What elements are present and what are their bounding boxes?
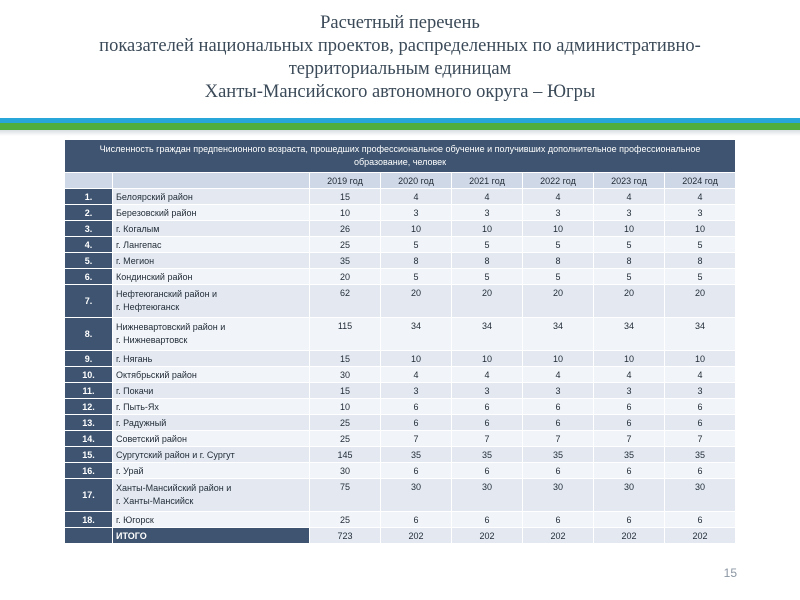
value-cell: 25: [310, 415, 381, 431]
value-cell: 3: [594, 205, 665, 221]
value-cell: 10: [310, 399, 381, 415]
value-cell: 8: [381, 253, 452, 269]
table-row: [65, 269, 736, 285]
value-cell: 7: [523, 431, 594, 447]
value-cell: 10: [665, 351, 736, 367]
value-cell: 6: [665, 399, 736, 415]
value-cell: 35: [452, 447, 523, 463]
year-header: 2021 год: [452, 173, 523, 189]
value-cell: 20: [452, 285, 523, 318]
band-shadow: [0, 130, 800, 136]
green-band: [0, 123, 800, 130]
value-cell: 4: [381, 189, 452, 205]
header-num-cell: [65, 173, 113, 189]
year-header: 2019 год: [310, 173, 381, 189]
total-value: 723: [310, 528, 381, 544]
territory-name: [113, 415, 310, 431]
value-cell: 15: [310, 189, 381, 205]
title-line: территориальным единицам: [288, 59, 512, 79]
value-cell: 5: [594, 269, 665, 285]
header-name-cell: [113, 173, 310, 189]
value-cell: 20: [310, 269, 381, 285]
value-cell: 115: [310, 318, 381, 351]
territory-name: [113, 383, 310, 399]
value-cell: 6: [523, 415, 594, 431]
table-row: [65, 383, 736, 399]
value-cell: 5: [452, 237, 523, 253]
row-number: 8.: [65, 318, 113, 351]
value-cell: 26: [310, 221, 381, 237]
value-cell: 30: [665, 479, 736, 512]
decorative-bands: [0, 118, 800, 136]
value-cell: 6: [594, 399, 665, 415]
value-cell: 10: [523, 351, 594, 367]
value-cell: 10: [381, 351, 452, 367]
territory-name-line: г. Нягань: [116, 353, 153, 364]
table-row: [65, 399, 736, 415]
row-number: 13.: [65, 415, 113, 431]
total-value: 202: [381, 528, 452, 544]
value-cell: 5: [452, 269, 523, 285]
table-row: [65, 447, 736, 463]
value-cell: 3: [523, 205, 594, 221]
page-number: 15: [723, 566, 737, 580]
value-cell: 20: [594, 285, 665, 318]
value-cell: 20: [665, 285, 736, 318]
year-header: 2020 год: [381, 173, 452, 189]
value-cell: 5: [523, 269, 594, 285]
value-cell: 34: [523, 318, 594, 351]
table-row: [65, 237, 736, 253]
total-num-cell: [65, 528, 113, 544]
value-cell: 4: [381, 367, 452, 383]
value-cell: 6: [452, 415, 523, 431]
value-cell: 3: [594, 383, 665, 399]
value-cell: 4: [452, 189, 523, 205]
row-number: 10.: [65, 367, 113, 383]
territory-name-line: Ханты-Мансийский район и: [116, 483, 232, 493]
value-cell: 6: [523, 399, 594, 415]
row-number: 7.: [65, 285, 113, 318]
territory-name: [113, 463, 310, 479]
table-row: [65, 285, 736, 318]
value-cell: 5: [381, 269, 452, 285]
row-number: 11.: [65, 383, 113, 399]
territory-name-line: г. Югорск: [116, 514, 154, 525]
table-row: [65, 221, 736, 237]
territory-name-line: г. Пыть-Ях: [116, 401, 159, 412]
row-number: 12.: [65, 399, 113, 415]
territory-name-line: г. Ханты-Мансийск: [116, 496, 194, 506]
territory-name: [113, 367, 310, 383]
territory-name-line: Березовский район: [116, 207, 197, 218]
territory-name: [113, 479, 310, 512]
row-number: 14.: [65, 431, 113, 447]
table-row: [65, 463, 736, 479]
territory-name: [113, 399, 310, 415]
value-cell: 6: [452, 463, 523, 479]
territory-name-line: г. Нижневартовск: [116, 335, 188, 345]
territory-name-line: Нижневартовский район и: [116, 322, 226, 332]
table-row: [65, 431, 736, 447]
year-header: 2022 год: [523, 173, 594, 189]
value-cell: 7: [594, 431, 665, 447]
total-label: ИТОГО: [113, 528, 310, 544]
territory-name: [113, 221, 310, 237]
territory-name-line: г. Покачи: [116, 385, 154, 396]
value-cell: 4: [452, 367, 523, 383]
row-number: 5.: [65, 253, 113, 269]
territory-name-line: г. Лангепас: [116, 239, 162, 250]
territory-name-line: Кондинский район: [116, 271, 193, 282]
value-cell: 4: [665, 367, 736, 383]
table-row: [65, 367, 736, 383]
value-cell: 34: [665, 318, 736, 351]
value-cell: 8: [452, 253, 523, 269]
table-caption: Численность граждан предпенсионного возраста, прошедших профессиональное обучение и получивших дополнительное профессиональное образование, человек: [65, 140, 736, 173]
value-cell: 10: [452, 221, 523, 237]
value-cell: 10: [381, 221, 452, 237]
territory-name-line: г. Мегион: [116, 255, 155, 266]
value-cell: 6: [594, 463, 665, 479]
value-cell: 5: [594, 237, 665, 253]
total-value: 202: [452, 528, 523, 544]
value-cell: 6: [381, 399, 452, 415]
row-number: 3.: [65, 221, 113, 237]
row-number: 2.: [65, 205, 113, 221]
value-cell: 3: [665, 383, 736, 399]
value-cell: 35: [665, 447, 736, 463]
value-cell: 6: [594, 415, 665, 431]
year-header: 2023 год: [594, 173, 665, 189]
value-cell: 35: [310, 253, 381, 269]
table-row: [65, 479, 736, 512]
value-cell: 6: [523, 512, 594, 528]
value-cell: 3: [381, 383, 452, 399]
table-row: [65, 512, 736, 528]
value-cell: 25: [310, 431, 381, 447]
value-cell: 8: [523, 253, 594, 269]
value-cell: 3: [665, 205, 736, 221]
value-cell: 34: [452, 318, 523, 351]
territory-name: [113, 285, 310, 318]
territory-name-line: Нефтеюганский район и: [116, 289, 218, 299]
value-cell: 10: [665, 221, 736, 237]
value-cell: 5: [523, 237, 594, 253]
table-caption-row: [65, 140, 736, 173]
value-cell: 30: [523, 479, 594, 512]
territory-name: [113, 318, 310, 351]
value-cell: 6: [523, 463, 594, 479]
row-number: 1.: [65, 189, 113, 205]
value-cell: 10: [523, 221, 594, 237]
value-cell: 6: [381, 415, 452, 431]
total-row: [65, 528, 736, 544]
value-cell: 35: [523, 447, 594, 463]
value-cell: 5: [665, 237, 736, 253]
total-value: 202: [665, 528, 736, 544]
row-number: 18.: [65, 512, 113, 528]
value-cell: 3: [452, 383, 523, 399]
row-number: 9.: [65, 351, 113, 367]
value-cell: 34: [381, 318, 452, 351]
value-cell: 3: [381, 205, 452, 221]
value-cell: 30: [594, 479, 665, 512]
total-value: 202: [594, 528, 665, 544]
value-cell: 145: [310, 447, 381, 463]
row-number: 15.: [65, 447, 113, 463]
territory-name-line: Белоярский район: [116, 191, 193, 202]
territory-name-line: г. Когалым: [116, 223, 160, 234]
row-number: 17.: [65, 479, 113, 512]
territory-name: [113, 253, 310, 269]
value-cell: 30: [310, 367, 381, 383]
value-cell: 5: [665, 269, 736, 285]
territory-name: [113, 189, 310, 205]
value-cell: 7: [452, 431, 523, 447]
value-cell: 35: [381, 447, 452, 463]
table-row: [65, 253, 736, 269]
territory-name: [113, 205, 310, 221]
value-cell: 4: [665, 189, 736, 205]
value-cell: 34: [594, 318, 665, 351]
value-cell: 25: [310, 512, 381, 528]
value-cell: 30: [310, 463, 381, 479]
value-cell: 75: [310, 479, 381, 512]
territory-name-line: г. Нефтеюганск: [116, 302, 180, 312]
year-header: 2024 год: [665, 173, 736, 189]
value-cell: 30: [381, 479, 452, 512]
value-cell: 7: [381, 431, 452, 447]
value-cell: 6: [665, 415, 736, 431]
territory-name-line: г. Урай: [116, 465, 144, 476]
value-cell: 6: [665, 463, 736, 479]
territory-name: [113, 512, 310, 528]
territory-name: [113, 447, 310, 463]
title-line: Ханты-Мансийского автономного округа – Югры: [204, 82, 596, 102]
value-cell: 4: [523, 189, 594, 205]
territory-name: [113, 237, 310, 253]
territory-name: [113, 351, 310, 367]
value-cell: 6: [665, 512, 736, 528]
total-value: 202: [523, 528, 594, 544]
table-row: [65, 351, 736, 367]
value-cell: 6: [594, 512, 665, 528]
value-cell: 5: [381, 237, 452, 253]
table-row: [65, 318, 736, 351]
value-cell: 10: [594, 221, 665, 237]
table-row: [65, 415, 736, 431]
territory-name-line: г. Радужный: [116, 417, 167, 428]
territory-name-line: Сургутский район и г. Сургут: [116, 449, 235, 460]
value-cell: 6: [452, 512, 523, 528]
value-cell: 10: [310, 205, 381, 221]
title-line: показателей национальных проектов, распределенных по административно-: [99, 36, 701, 56]
value-cell: 20: [381, 285, 452, 318]
value-cell: 6: [381, 512, 452, 528]
slide-title: [0, 12, 800, 104]
value-cell: 10: [594, 351, 665, 367]
value-cell: 4: [523, 367, 594, 383]
value-cell: 4: [594, 189, 665, 205]
value-cell: 6: [381, 463, 452, 479]
value-cell: 3: [523, 383, 594, 399]
value-cell: 62: [310, 285, 381, 318]
value-cell: 25: [310, 237, 381, 253]
indicator-table: [64, 139, 736, 544]
value-cell: 8: [665, 253, 736, 269]
value-cell: 15: [310, 351, 381, 367]
value-cell: 8: [594, 253, 665, 269]
title-line: Расчетный перечень: [320, 13, 480, 33]
value-cell: 4: [594, 367, 665, 383]
table-row: [65, 189, 736, 205]
table-row: [65, 205, 736, 221]
value-cell: 20: [523, 285, 594, 318]
value-cell: 30: [452, 479, 523, 512]
row-number: 16.: [65, 463, 113, 479]
row-number: 4.: [65, 237, 113, 253]
value-cell: 35: [594, 447, 665, 463]
row-number: 6.: [65, 269, 113, 285]
territory-name-line: Октябрьский район: [116, 369, 197, 380]
value-cell: 6: [452, 399, 523, 415]
territory-name-line: Советский район: [116, 433, 187, 444]
value-cell: 3: [452, 205, 523, 221]
value-cell: 7: [665, 431, 736, 447]
territory-name: [113, 269, 310, 285]
territory-name: [113, 431, 310, 447]
year-header-row: [65, 173, 736, 189]
value-cell: 10: [452, 351, 523, 367]
value-cell: 15: [310, 383, 381, 399]
